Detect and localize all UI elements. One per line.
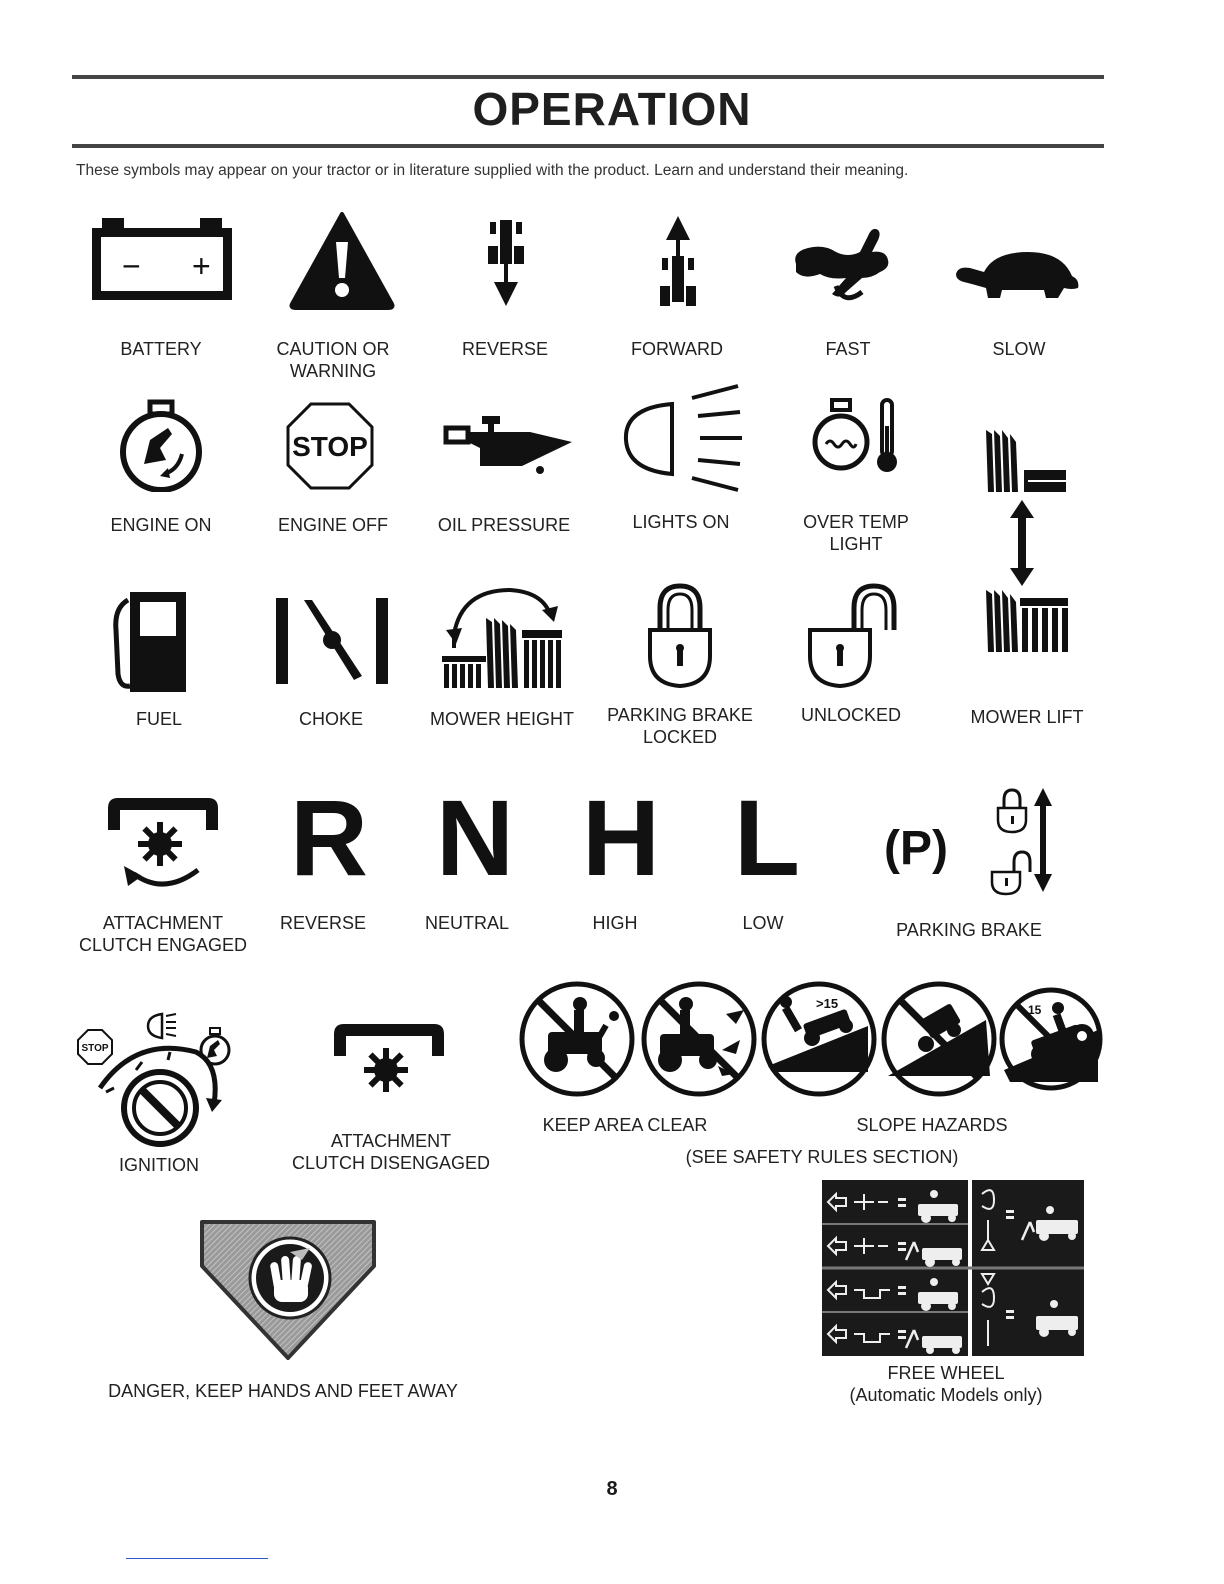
- attachment-disengaged-label: ATTACHMENT CLUTCH DISENGAGED: [291, 1131, 491, 1173]
- slow-label: SLOW: [992, 339, 1046, 359]
- battery-minus: −: [122, 248, 141, 284]
- title-rule: [72, 144, 1104, 148]
- caution-warning-icon: [288, 212, 396, 310]
- slope-hazards-label: SLOPE HAZARDS: [856, 1115, 1008, 1135]
- slope-hazard-icon-3: [998, 986, 1104, 1092]
- fuel-pump-icon: [110, 590, 190, 694]
- fuel-label: FUEL: [135, 709, 183, 729]
- page-title: OPERATION: [472, 83, 752, 135]
- parking-brake-icon: [884, 786, 1060, 898]
- reverse-gear-label: REVERSE: [279, 913, 367, 933]
- parking-brake-locked-label: PARKING BRAKE LOCKED: [607, 705, 753, 747]
- mower-lift-label: MOWER LIFT: [970, 707, 1084, 727]
- lights-on-label: LIGHTS ON: [632, 512, 730, 532]
- neutral-label: NEUTRAL: [424, 913, 510, 933]
- stop-small-text: STOP: [81, 1043, 109, 1054]
- mower-height-label: MOWER HEIGHT: [430, 709, 574, 729]
- gear-reverse-letter: R: [290, 777, 368, 898]
- stop-sign-text: STOP: [292, 431, 368, 462]
- see-safety-label: (SEE SAFETY RULES SECTION): [685, 1147, 959, 1167]
- page-number: 8: [606, 1478, 618, 1500]
- mower-height-icon: [438, 582, 566, 692]
- forward-label: FORWARD: [631, 339, 723, 359]
- fast-rabbit-icon: [790, 222, 892, 306]
- unlocked-icon: [806, 582, 906, 690]
- engine-off-label: ENGINE OFF: [277, 515, 389, 535]
- park-p-text: (P): [884, 822, 948, 875]
- choke-icon: [272, 596, 392, 686]
- gear-high-letter: H: [582, 777, 660, 898]
- parking-brake-locked-icon: [646, 582, 714, 690]
- attachment-clutch-engaged-icon: [104, 794, 222, 894]
- slope-hazard-icon-2: [880, 980, 998, 1098]
- gear-neutral-letter: N: [436, 777, 514, 898]
- danger-hands-feet-icon: [198, 1218, 378, 1364]
- top-rule: [72, 75, 1104, 79]
- keep-area-clear-label: KEEP AREA CLEAR: [542, 1115, 708, 1135]
- footer-line: [126, 1558, 268, 1559]
- high-label: HIGH: [592, 913, 638, 933]
- oil-pressure-icon: [442, 414, 576, 478]
- slope-15-text-a: >15: [816, 996, 839, 1011]
- attachment-engaged-label: ATTACHMENT CLUTCH ENGAGED: [78, 913, 248, 955]
- ignition-label: IGNITION: [119, 1155, 199, 1175]
- lights-on-icon: [622, 384, 746, 496]
- slope-15-text-b: 15: [1028, 1003, 1042, 1017]
- battery-label: BATTERY: [120, 339, 202, 359]
- choke-label: CHOKE: [298, 709, 364, 729]
- slope-hazard-icon-1: [760, 980, 878, 1098]
- gear-low-letter: L: [734, 777, 800, 898]
- reverse-label: REVERSE: [461, 339, 549, 359]
- engine-on-icon: [114, 398, 208, 492]
- forward-tractor-icon: [656, 214, 700, 310]
- engine-off-stop-icon: [284, 400, 376, 492]
- slow-turtle-icon: [954, 250, 1084, 302]
- keep-area-clear-icon-1: [518, 980, 636, 1098]
- attachment-clutch-disengaged-icon: [330, 1020, 448, 1096]
- fast-label: FAST: [825, 339, 871, 359]
- unlocked-label: UNLOCKED: [800, 705, 902, 725]
- danger-label: DANGER, KEEP HANDS AND FEET AWAY: [108, 1381, 458, 1401]
- engine-on-label: ENGINE ON: [110, 515, 212, 535]
- low-label: LOW: [742, 913, 784, 933]
- over-temp-label: OVER TEMP LIGHT: [803, 512, 909, 554]
- caution-label: CAUTION OR WARNING: [276, 339, 390, 381]
- battery-plus: +: [192, 248, 211, 284]
- over-temp-light-icon: [810, 396, 906, 476]
- free-wheel-panel: [822, 1180, 1084, 1356]
- mower-lift-icon: [980, 426, 1072, 658]
- battery-icon: [88, 218, 236, 304]
- ignition-icon: [76, 1008, 244, 1148]
- parking-brake-label: PARKING BRAKE: [896, 920, 1042, 940]
- intro-text: These symbols may appear on your tractor or in literature supplied with the product. Learn and understand their meaning.: [76, 162, 909, 179]
- oil-pressure-label: OIL PRESSURE: [437, 515, 571, 535]
- keep-area-clear-icon-2: [640, 980, 758, 1098]
- free-wheel-label: FREE WHEEL (Automatic Models only): [849, 1363, 1043, 1405]
- reverse-tractor-icon: [484, 218, 528, 310]
